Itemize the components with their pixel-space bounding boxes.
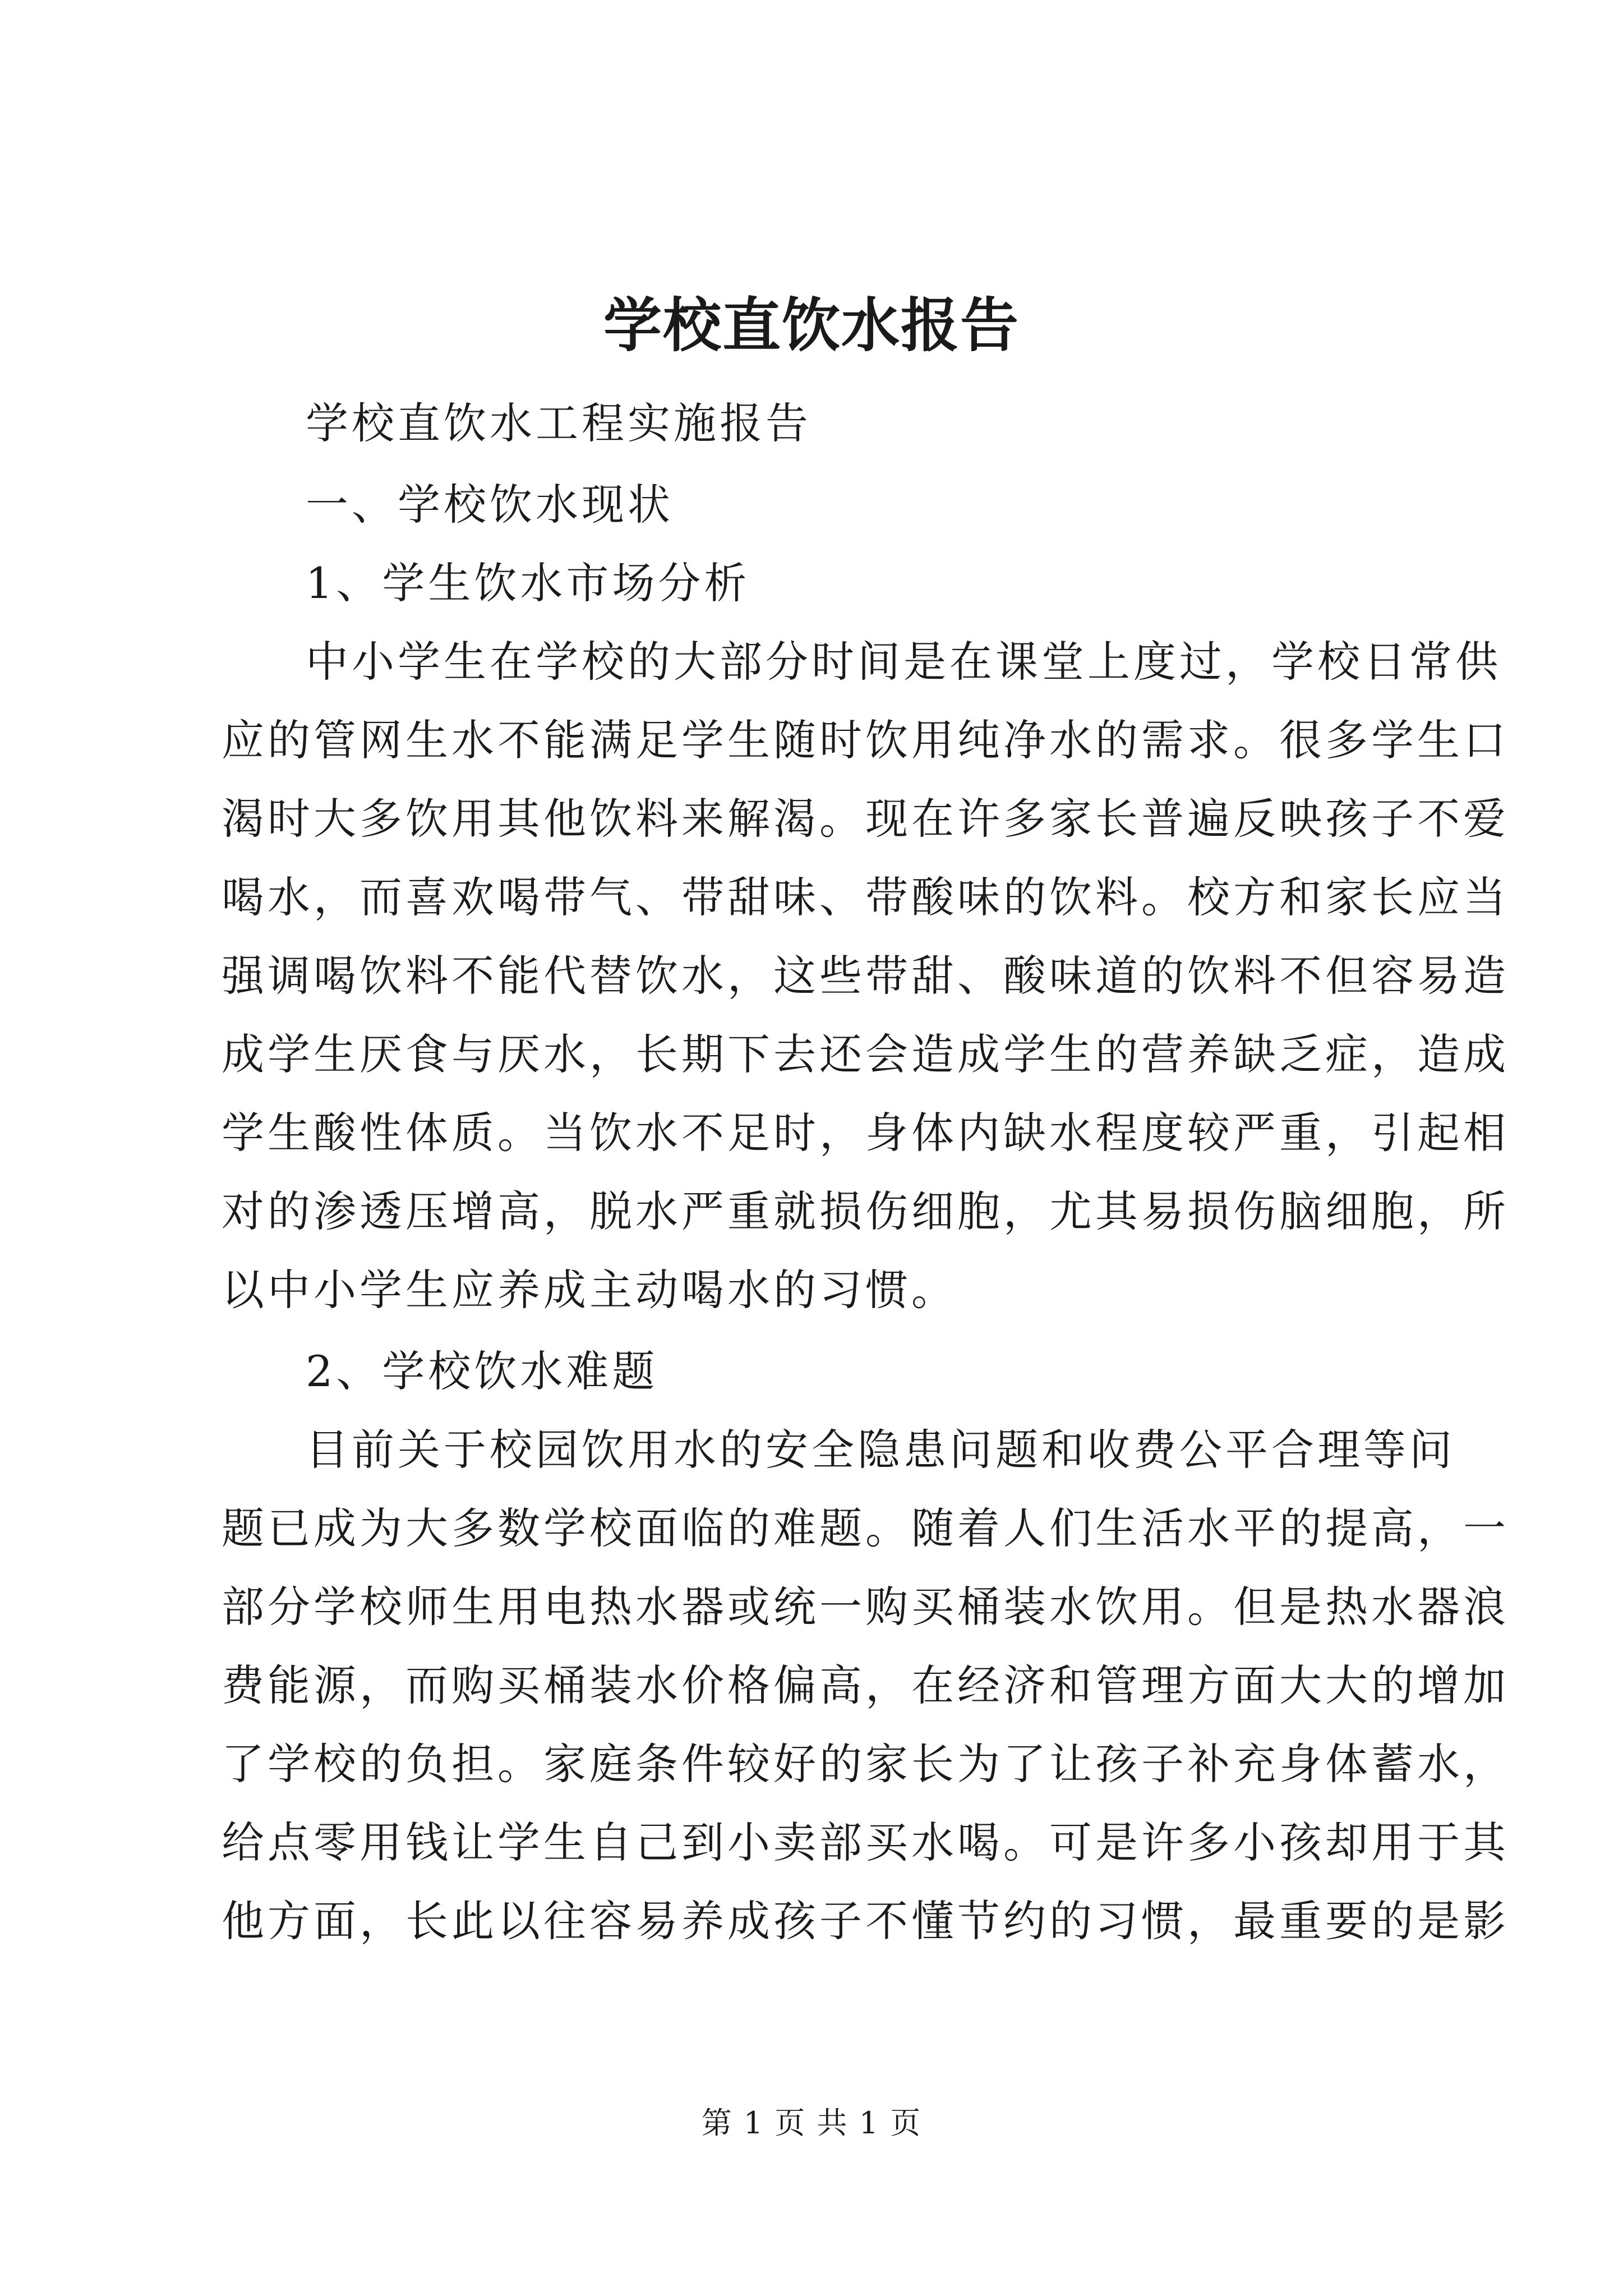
paragraph-line: 部分学校师生用电热水器或统一购买桶装水饮用。但是热水器浪 bbox=[222, 1582, 1509, 1632]
document-title: 学校直饮水报告 bbox=[603, 291, 1020, 360]
paragraph-line: 给点零用钱让学生自己到小卖部买水喝。可是许多小孩却用于其 bbox=[222, 1818, 1509, 1867]
paragraph-line: 费能源，而购买桶装水价格偏高，在经济和管理方面大大的增加 bbox=[222, 1660, 1509, 1710]
paragraph-line: 了学校的负担。家庭条件较好的家长为了让孩子补充身体蓄水， bbox=[222, 1739, 1509, 1789]
paragraph-line: 强调喝饮料不能代替饮水，这些带甜、酸味道的饮料不但容易造 bbox=[222, 951, 1509, 1001]
paragraph-line: 应的管网生水不能满足学生随时饮用纯净水的需求。很多学生口 bbox=[222, 715, 1509, 765]
paragraph-line: 中小学生在学校的大部分时间是在课堂上度过，学校日常供 bbox=[306, 637, 1501, 687]
section-heading: 一、学校饮水现状 bbox=[306, 480, 674, 530]
paragraph-line: 他方面，长此以往容易养成孩子不懂节约的习惯，最重要的是影 bbox=[222, 1896, 1509, 1946]
paragraph-line: 成学生厌食与厌水，长期下去还会造成学生的营养缺乏症，造成 bbox=[222, 1029, 1509, 1079]
page-footer: 第 1 页 共 1 页 bbox=[701, 2105, 922, 2141]
subsection-heading: 2、学校饮水难题 bbox=[306, 1346, 658, 1396]
subtitle-line: 学校直饮水工程实施报告 bbox=[306, 398, 811, 448]
paragraph-line: 目前关于校园饮用水的安全隐患问题和收费公平合理等问 bbox=[306, 1425, 1455, 1475]
paragraph-line: 渴时大多饮用其他饮料来解渴。现在许多家长普遍反映孩子不爱 bbox=[222, 794, 1509, 844]
paragraph-line: 喝水，而喜欢喝带气、带甜味、带酸味的饮料。校方和家长应当 bbox=[222, 872, 1509, 922]
paragraph-line: 以中小学生应养成主动喝水的习惯。 bbox=[222, 1265, 957, 1315]
paragraph-line: 对的渗透压增高，脱水严重就损伤细胞，尤其易损伤脑细胞，所 bbox=[222, 1186, 1509, 1236]
paragraph-line: 学生酸性体质。当饮水不足时，身体内缺水程度较严重，引起相 bbox=[222, 1108, 1509, 1158]
subsection-heading: 1、学生饮水市场分析 bbox=[306, 558, 750, 608]
paragraph-line: 题已成为大多数学校面临的难题。随着人们生活水平的提高，一 bbox=[222, 1503, 1509, 1553]
